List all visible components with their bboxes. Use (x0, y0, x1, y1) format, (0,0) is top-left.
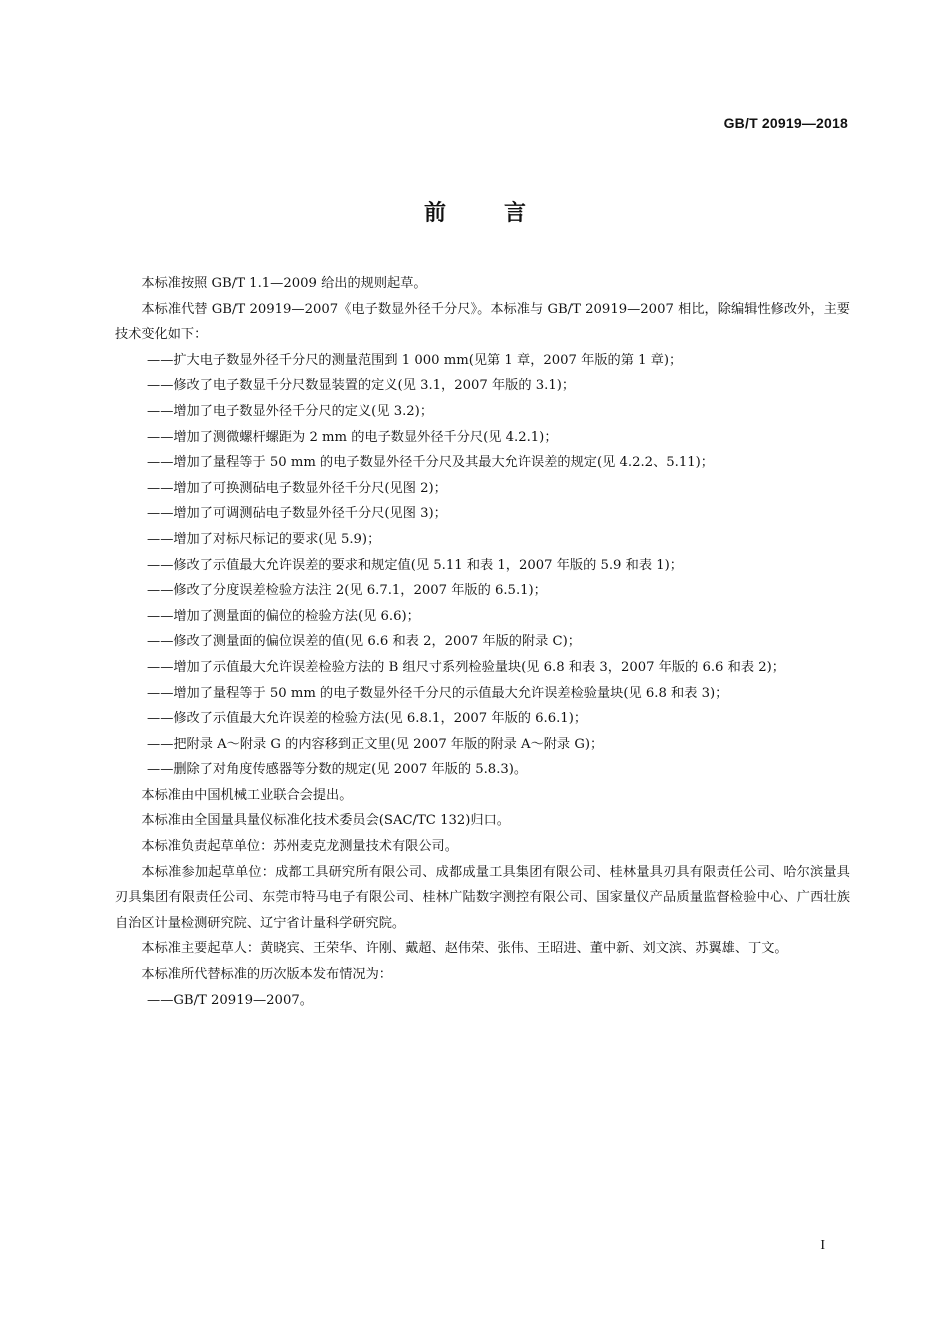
change-item: ——修改了分度误差检验方法注 2(见 6.7.1，2007 年版的 6.5.1)； (147, 583, 547, 599)
change-item: ——增加了可换测砧电子数显外径千分尺(见图 2)； (147, 480, 447, 496)
change-item: ——修改了测量面的偏位误差的值(见 6.6 和表 2，2007 年版的附录 C)； (147, 634, 581, 650)
change-item: ——修改了电子数显千分尺数显装置的定义(见 3.1，2007 年版的 3.1)； (147, 378, 576, 394)
history-item: ——GB/T 20919—2007。 (147, 992, 313, 1008)
closing-paragraph: 本标准由中国机械工业联合会提出。 (141, 787, 353, 803)
closing-paragraph: 本标准所代替标准的历次版本发布情况为： (141, 967, 392, 983)
change-item: ——把附录 A～附录 G 的内容移到正文里(见 2007 年版的附录 A～附录 G)； (147, 736, 604, 752)
change-item: ——增加了对标尺标记的要求(见 5.9)； (147, 531, 381, 547)
change-item: ——增加了测微螺杆螺距为 2 mm 的电子数显外径千分尺(见 4.2.1)； (147, 429, 558, 445)
page-title: 前言 (423, 201, 584, 226)
page-number: I (820, 1238, 825, 1253)
standard-code: GB/T 20919—2018 (723, 115, 848, 131)
change-item: ——修改了示值最大允许误差的检验方法(见 6.8.1，2007 年版的 6.6.1)； (147, 711, 588, 727)
closing-paragraph: 本标准主要起草人：黄晓宾、王荣华、许刚、戴超、赵伟荣、张伟、王昭进、董中新、刘文滨、苏翼雄、丁文。 (141, 941, 788, 957)
intro-paragraph: 本标准按照 GB/T 1.1—2009 给出的规则起草。 (141, 276, 427, 291)
change-item: ——修改了示值最大允许误差的要求和规定值(见 5.11 和表 1，2007 年版的 5.9 和表 1)； (147, 557, 683, 573)
closing-paragraph: 本标准参加起草单位：成都工具研究所有限公司、成都成量工具集团有限公司、桂林量具刃具有限责任公司、哈尔滨量具刃具集团有限责任公司、东莞市特马电子有限公司、桂林广陆数字测控有限公司、国家量仪产品质量监督检验中心、广西壮族自治区计量检测研究院、辽宁省计量科学研究院。 (115, 864, 850, 931)
change-item: ——增加了电子数显外径千分尺的定义(见 3.2)； (147, 403, 434, 419)
closing-paragraph: 本标准负责起草单位：苏州麦克龙测量技术有限公司。 (141, 839, 458, 855)
change-item: ——增加了示值最大允许误差检验方法的 B 组尺寸系列检验量块(见 6.8 和表 3，2007 年版的 6.6 和表 2)； (147, 659, 785, 675)
intro-paragraph: 本标准代替 GB/T 20919—2007《电子数显外径千分尺》。本标准与 GB/T 20919—2007 相比，除编辑性修改外，主要技术变化如下： (115, 301, 850, 343)
change-item: ——增加了可调测砧电子数显外径千分尺(见图 3)； (147, 506, 447, 522)
preface-body (115, 271, 850, 1013)
change-item: ——增加了量程等于 50 mm 的电子数显外径千分尺及其最大允许误差的规定(见 4.2.2、5.11)； (147, 455, 714, 471)
closing-paragraph: 本标准由全国量具量仪标准化技术委员会(SAC/TC 132)归口。 (141, 813, 510, 829)
change-item: ——增加了量程等于 50 mm 的电子数显外径千分尺的示值最大允许误差检验量块(见 6.8 和表 3)； (147, 685, 729, 701)
change-item: ——增加了测量面的偏位的检验方法(见 6.6)； (147, 608, 420, 624)
change-item: ——删除了对角度传感器等分数的规定(见 2007 年版的 5.8.3)。 (147, 762, 528, 778)
change-item: ——扩大电子数显外径千分尺的测量范围到 1 000 mm(见第 1 章，2007 年版的第 1 章)； (147, 352, 683, 368)
